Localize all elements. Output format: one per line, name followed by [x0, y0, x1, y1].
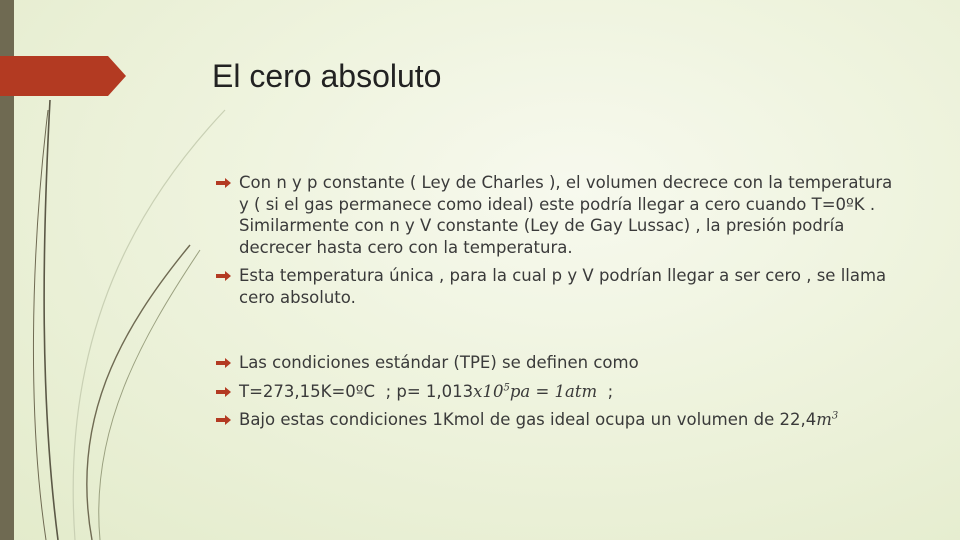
math-base: m — [816, 410, 832, 429]
slide-title: El cero absoluto — [212, 58, 442, 94]
title-accent-tab — [0, 56, 126, 96]
bullet-item — [214, 352, 904, 374]
bullet-text: Esta temperatura única , para la cual p y V podrían llegar a ser cero , se llama cero absoluto. — [239, 266, 887, 307]
bullet-item — [214, 172, 904, 258]
bullet-item — [214, 381, 904, 403]
bullet-item — [214, 265, 904, 308]
arrow-right-icon — [216, 415, 231, 425]
arrow-right-icon — [216, 358, 231, 368]
arrow-right-icon — [216, 387, 231, 397]
bullet-text: Las condiciones estándar (TPE) se definen como — [239, 353, 639, 372]
bullet-text-prefix: T=273,15K=0ºC ; p= 1,013 — [239, 381, 474, 401]
math-rest: pa = 1atm — [509, 381, 598, 401]
bullet-text-suffix: ; — [597, 381, 614, 401]
math-base: x10 — [473, 381, 504, 401]
bullet-text: Con n y p constante ( Ley de Charles ), el volumen decrece con la temperatura y ( si el gas permanece como ideal) este podría llegar a cero cuando T=0ºK . Similarmente con n y V constante (Ley de Gay Lussac) , la presión podría decrecer hasta cero con la temperatura. — [239, 173, 893, 257]
arrow-right-icon — [216, 178, 231, 188]
bullet-list — [214, 172, 904, 431]
bullet-item — [214, 409, 904, 431]
math-exponent: 5 — [503, 382, 510, 393]
math-exponent: 3 — [831, 410, 839, 422]
bullet-text-prefix: Bajo estas condiciones 1Kmol de gas ideal ocupa un volumen de 22,4 — [239, 410, 817, 429]
arrow-right-icon — [216, 271, 231, 281]
